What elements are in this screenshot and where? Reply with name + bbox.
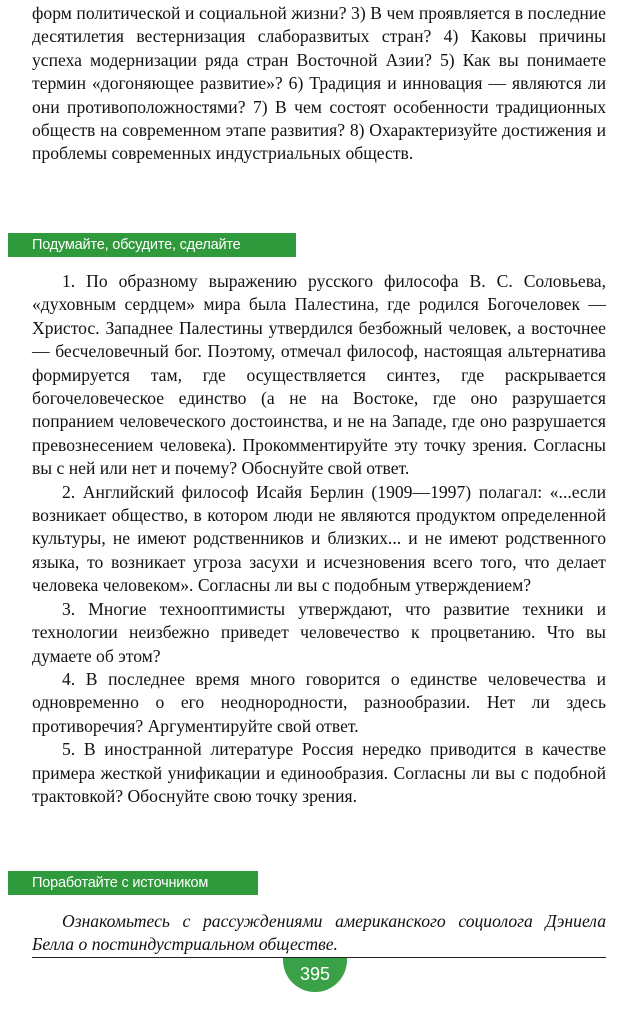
source-intro-text: Ознакомьтесь с рассуждениями американского социолога Дэниела Белла о постиндустриальном обществе.	[32, 911, 606, 954]
task-item-3: 3. Многие технооптимисты утверждают, что развитие техники и технологии неизбежно приведет человечество к процветанию. Что вы думаете об этом?	[32, 598, 606, 666]
task-list	[32, 270, 606, 808]
task-item-5: 5. В иностранной литературе Россия нередко приводится в качестве примера жесткой унификации и единообразия. Согласны ли вы с подобной трактовкой? Обоснуйте свою точку зрения.	[32, 739, 606, 806]
section-title: Подумайте, обсудите, сделайте	[32, 237, 241, 253]
task-item-4: 4. В последнее время много говорится о единстве человечества и одновременно о его неоднородности, разнообразии. Нет ли здесь противоречия? Аргументируйте свой ответ.	[32, 668, 606, 736]
page-number-badge: 395	[283, 958, 347, 992]
section-header-think-discuss-do	[8, 233, 296, 257]
task-item-2: 2. Английский философ Исайя Берлин (1909—1997) полагал: «...если возникает общество, в котором люди не являются продуктом определенной культуры, не имеют родственников и близких... и не имеют родственного языка, то возникает угроза засухи и исчезновения всего того, что делает человека человеком». Согласны ли вы с подобным утверждением?	[32, 481, 606, 596]
section-title: Поработайте с источником	[32, 875, 209, 891]
intro-questions-paragraph: форм политической и социальной жизни? 3) В чем проявляется в последние десятилетия вестернизация слаборазвитых стран? 4) Каковы причины успеха модернизации ряда стран Восточной Азии? 5) Как вы понимаете термин «догоняющее развитие»? 6) Традиция и инновация — являются ли они противоположностями? 7) В чем состоят особенности традиционных обществ на современном этапе развития? 8) Охарактеризуйте достижения и проблемы современных индустриальных обществ.	[32, 3, 606, 164]
task-item-1: 1. По образному выражению русского философа В. С. Соловьева, «духовным сердцем» мира была Палестина, где родился Богочеловек — Христос. Западнее Палестины утвердился безбожный человек, а восточнее — бесчеловечный бог. Поэтому, отмечал философ, настоящая альтернатива формируется там, где осуществляется синтез, где раскрывается богочеловеческое единство (а не на Востоке, где оно разрушается попранием человеческого достоинства, и не на Западе, где оно разрушается превознесением человека). Прокомментируйте эту точку зрения. Согласны вы с ней или нет и почему? Обоснуйте свой ответ.	[32, 271, 606, 479]
section-header-work-with-source	[8, 871, 258, 895]
